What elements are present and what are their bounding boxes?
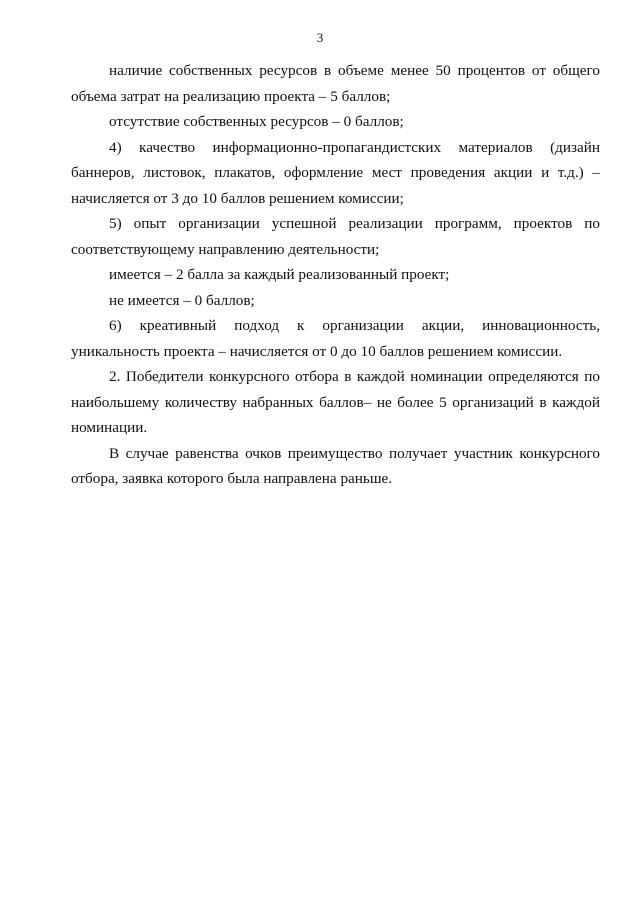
page-number: 3 [316, 30, 324, 45]
paragraph-criterion-6: 6) креативный подход к организации акции, инновационность, уникальность проекта – начисляется от 0 до 10 баллов решением комиссии. [71, 317, 600, 360]
document-body [71, 58, 600, 492]
paragraph-tie-rule: В случае равенства очков преимущество получает участник конкурсного отбора, заявка которого была направлена раньше. [71, 444, 600, 487]
paragraph-criterion-4: 4) качество информационно-пропагандистских материалов (дизайн баннеров, листовок, плакатов, оформление мест проведения акции и т.д.) – начисляется от 3 до 10 баллов решением комиссии; [71, 138, 600, 207]
paragraph-winners: 2. Победители конкурсного отбора в каждой номинации определяются по наибольшему количеству набранных баллов– не более 5 организаций в каждой номинации. [71, 368, 600, 436]
paragraph-own-resources-partial: наличие собственных ресурсов в объеме менее 50 процентов от общего объема затрат на реализацию проекта – 5 баллов; [71, 62, 600, 105]
paragraph-criterion-5: 5) опыт организации успешной реализации программ, проектов по соответствующему направлению деятельности; [71, 215, 600, 258]
paragraph-experience-no: не имеется – 0 баллов; [109, 291, 255, 309]
paragraph-no-own-resources: отсутствие собственных ресурсов – 0 баллов; [109, 113, 404, 130]
paragraph-experience-yes: имеется – 2 балла за каждый реализованный проект; [109, 266, 450, 283]
